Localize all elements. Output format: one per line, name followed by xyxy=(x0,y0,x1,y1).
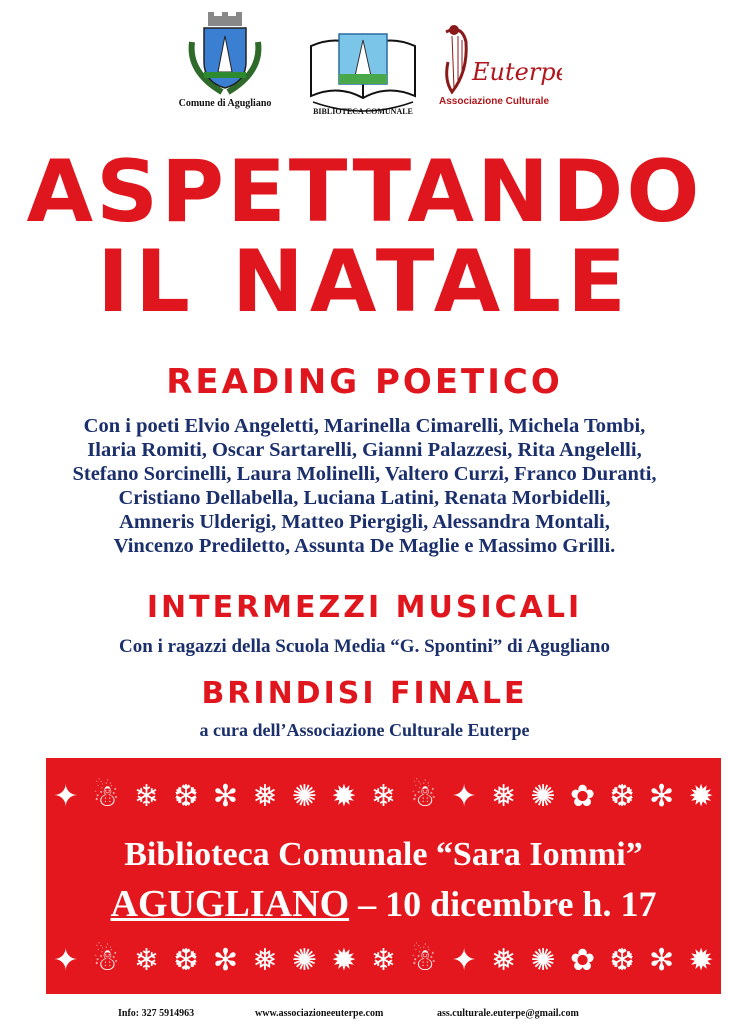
ornament-icon: ☃ xyxy=(92,942,120,978)
comune-caption: Comune di Agugliano xyxy=(178,98,272,109)
poets-line: Vincenzo Prediletto, Assunta De Maglie e Massimo Grilli. xyxy=(113,535,616,557)
ornament-icon: ✹ xyxy=(331,778,357,814)
ornament-icon: ☃ xyxy=(410,778,438,814)
ornament-icon: ✻ xyxy=(212,778,239,814)
christmas-ornaments-top xyxy=(46,770,721,822)
ornament-icon: ☃ xyxy=(92,778,120,814)
poets-line: Cristiano Dellabella, Luciana Latini, Renata Morbidelli, xyxy=(118,487,611,509)
ornament-icon: ✹ xyxy=(688,942,714,978)
ornament-icon: ✦ xyxy=(451,778,477,814)
ornament-icon: ✹ xyxy=(331,942,357,978)
place-date-line xyxy=(46,882,721,926)
euterpe-logo xyxy=(432,22,562,122)
poets-line: Con i poeti Elvio Angeletti, Marinella Cimarelli, Michela Tombi, xyxy=(83,415,646,437)
poets-line: Ilaria Romiti, Oscar Sartarelli, Gianni Palazzesi, Rita Angelelli, xyxy=(87,439,642,461)
venue-line: Biblioteca Comunale “Sara Iommi” xyxy=(124,836,643,873)
ornament-icon: ☃ xyxy=(410,942,438,978)
ornament-icon: ❄ xyxy=(133,778,160,814)
harp-icon xyxy=(432,22,562,122)
event-banner xyxy=(46,758,721,994)
ornament-icon: ✹ xyxy=(688,778,714,814)
ornament-icon: ✻ xyxy=(212,942,239,978)
ornament-icon: ✺ xyxy=(530,942,556,978)
place-name: AGUGLIANO xyxy=(110,883,350,925)
ornament-icon: ✿ xyxy=(570,778,596,814)
brindisi-text: a cura dell’Associazione Culturale Euterpe xyxy=(199,720,530,740)
poets-list xyxy=(0,414,729,558)
poets-line: Amneris Ulderigi, Matteo Piergigli, Alessandra Montali, xyxy=(119,511,610,533)
open-book-icon xyxy=(303,26,423,116)
ornament-icon: ✺ xyxy=(530,778,556,814)
ornament-icon: ✦ xyxy=(53,778,79,814)
ornament-icon: ❄ xyxy=(370,778,396,814)
biblioteca-logo xyxy=(303,26,423,116)
intermezzi-text: Con i ragazzi della Scuola Media “G. Spontini” di Agugliano xyxy=(119,636,610,657)
title-line-2: IL NATALE xyxy=(97,232,632,332)
ornament-icon: ❄ xyxy=(133,942,160,978)
title-line-1: ASPETTANDO xyxy=(26,142,703,242)
footer-email[interactable]: ass.culturale.euterpe@gmail.com xyxy=(437,1008,579,1019)
euterpe-name: Euterpe xyxy=(472,58,562,86)
ornament-icon: ❅ xyxy=(252,942,278,978)
footer xyxy=(0,1008,729,1024)
reading-heading: READING POETICO xyxy=(166,362,563,402)
ornament-icon: ✺ xyxy=(291,778,317,814)
comune-crest-logo xyxy=(170,12,280,124)
ornament-icon: ❄ xyxy=(370,942,396,978)
ornament-icon: ❅ xyxy=(252,778,278,814)
ornament-icon: ✺ xyxy=(291,942,317,978)
ornament-icon: ❅ xyxy=(491,778,517,814)
logo-bar xyxy=(0,8,729,128)
footer-website[interactable]: www.associazioneeuterpe.com xyxy=(255,1008,384,1019)
poets-line: Stefano Sorcinelli, Laura Molinelli, Valtero Curzi, Franco Duranti, xyxy=(72,463,657,485)
crest-icon xyxy=(182,12,268,96)
ornament-icon: ❆ xyxy=(609,942,635,978)
ornament-icon: ❆ xyxy=(173,778,199,814)
brindisi-heading: BRINDISI FINALE xyxy=(201,676,528,711)
ornament-icon: ✻ xyxy=(648,778,675,814)
footer-phone: Info: 327 5914963 xyxy=(118,1008,195,1019)
ornament-icon: ❆ xyxy=(173,942,199,978)
ornament-icon: ✦ xyxy=(53,942,79,978)
intermezzi-heading: INTERMEZZI MUSICALI xyxy=(146,590,583,625)
event-date: – 10 dicembre h. 17 xyxy=(349,884,657,924)
ornament-icon: ✻ xyxy=(648,942,675,978)
ornament-icon: ✿ xyxy=(570,942,596,978)
ornament-icon: ✦ xyxy=(451,942,477,978)
ornament-icon: ❆ xyxy=(609,778,635,814)
euterpe-sub: Associazione Culturale xyxy=(438,96,550,107)
ornament-icon: ❅ xyxy=(491,942,517,978)
christmas-ornaments-bottom xyxy=(46,934,721,986)
biblioteca-caption: BIBLIOTECA COMUNALE xyxy=(313,107,413,116)
